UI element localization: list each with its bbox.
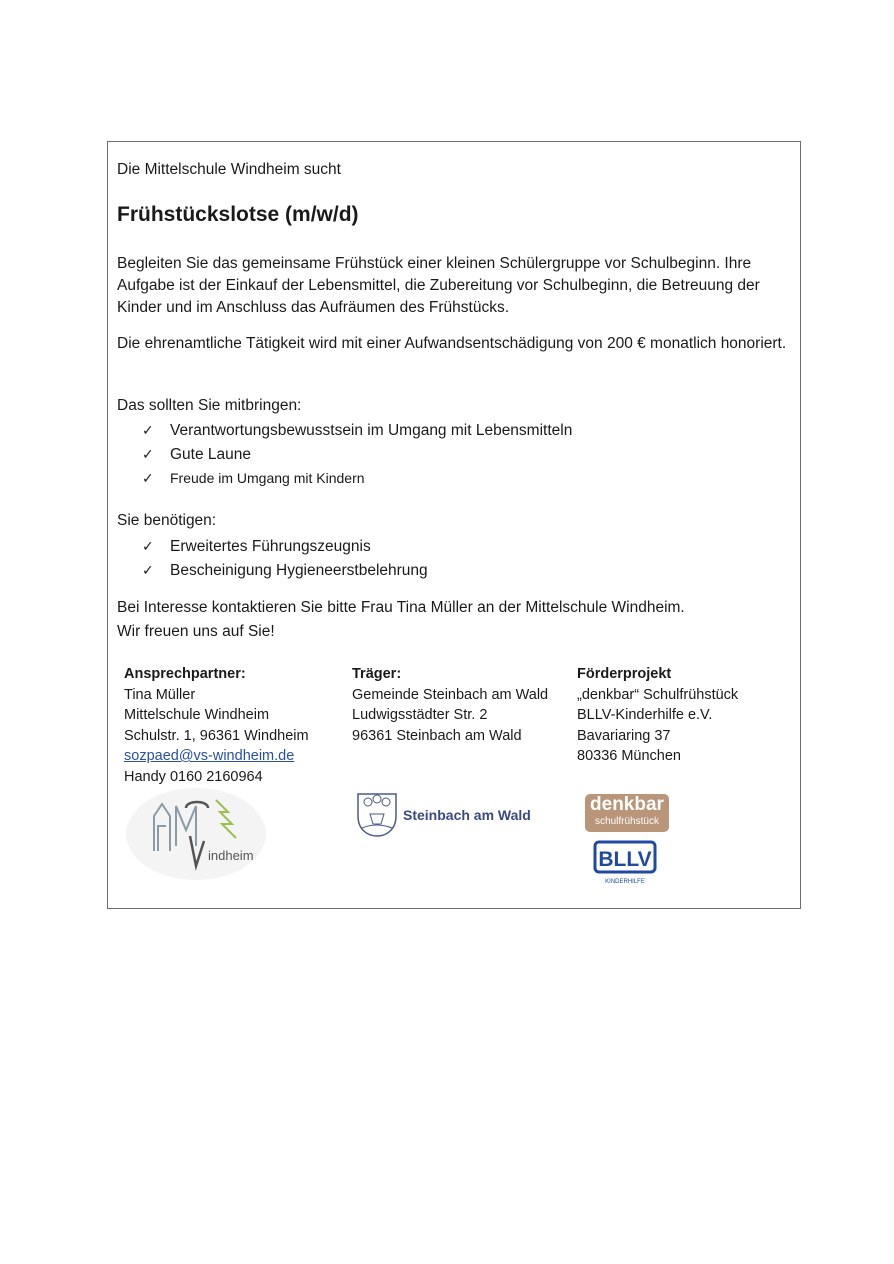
list-item: ✓ Bescheinigung Hygieneerstbelehrung [142,558,428,582]
compensation-paragraph: Die ehrenamtliche Tätigkeit wird mit einer Aufwandsentschädigung von 200 € monatlich honoriert. [117,335,787,352]
svg-text:BLLV: BLLV [598,848,652,871]
contact-name: Tina Müller [124,686,196,703]
check-icon: ✓ [142,422,154,438]
check-icon: ✓ [142,538,154,554]
list-item: ✓ Gute Laune [142,442,572,466]
check-icon: ✓ [142,446,154,462]
svg-text:Steinbach am Wald: Steinbach am Wald [403,807,531,823]
steinbach-logo [356,790,546,840]
denkbar-logo: denkbar schulfrühstück [585,794,669,832]
needed-list [142,534,428,582]
page-title: Frühstückslotse (m/w/d) [117,203,359,226]
bllv-logo [592,840,658,886]
funding-column: Förderprojekt „denkbar“ Schulfrühstück BLLV-Kinderhilfe e.V. Bavariaring 37 80336 München [577,666,739,764]
windheim-school-logo [124,786,269,886]
intro-text: Die Mittelschule Windheim sucht [117,161,341,178]
list-item: ✓ Erweitertes Führungszeugnis [142,534,428,558]
closing-text: Bei Interesse kontaktieren Sie bitte Frau Tina Müller an der Mittelschule Windheim. Wir freuen uns auf Sie! [117,599,685,640]
svg-text:KINDERHILFE: KINDERHILFE [605,879,645,885]
description-paragraph: Begleiten Sie das gemeinsame Frühstück einer kleinen Schülergruppe vor Schulbeginn. Ihre Aufgabe ist der Einkauf der Lebensmittel, die Zubereitung vor Schulbeginn, die Betreuung der Kinder und im Anschluss das Aufräumen des Frühstücks. [117,255,760,316]
contact-column [124,664,309,787]
contact-address: Schulstr. 1, 96361 Windheim [124,727,309,744]
svg-text:indheim: indheim [208,848,254,863]
list-item: ✓ Freude im Umgang mit Kindern [142,466,572,490]
job-posting-box [107,141,801,909]
contact-phone: Handy 0160 2160964 [124,768,263,785]
requirements-label: Das sollten Sie mitbringen: [117,397,302,414]
contact-school: Mittelschule Windheim [124,707,270,723]
sponsor-heading: Träger: [352,666,402,682]
contact-heading: Ansprechpartner: [124,666,246,682]
requirements-list [142,418,572,490]
check-icon: ✓ [142,470,154,486]
funding-heading: Förderprojekt [577,666,672,682]
check-icon: ✓ [142,562,154,578]
email-link[interactable]: sozpaed@vs-windheim.de [124,748,295,764]
sponsor-column: Träger: Gemeinde Steinbach am Wald Ludwigsstädter Str. 2 96361 Steinbach am Wald [352,666,549,744]
needed-label: Sie benötigen: [117,512,217,529]
list-item: ✓ Verantwortungsbewusstsein im Umgang mit Lebensmitteln [142,418,572,442]
